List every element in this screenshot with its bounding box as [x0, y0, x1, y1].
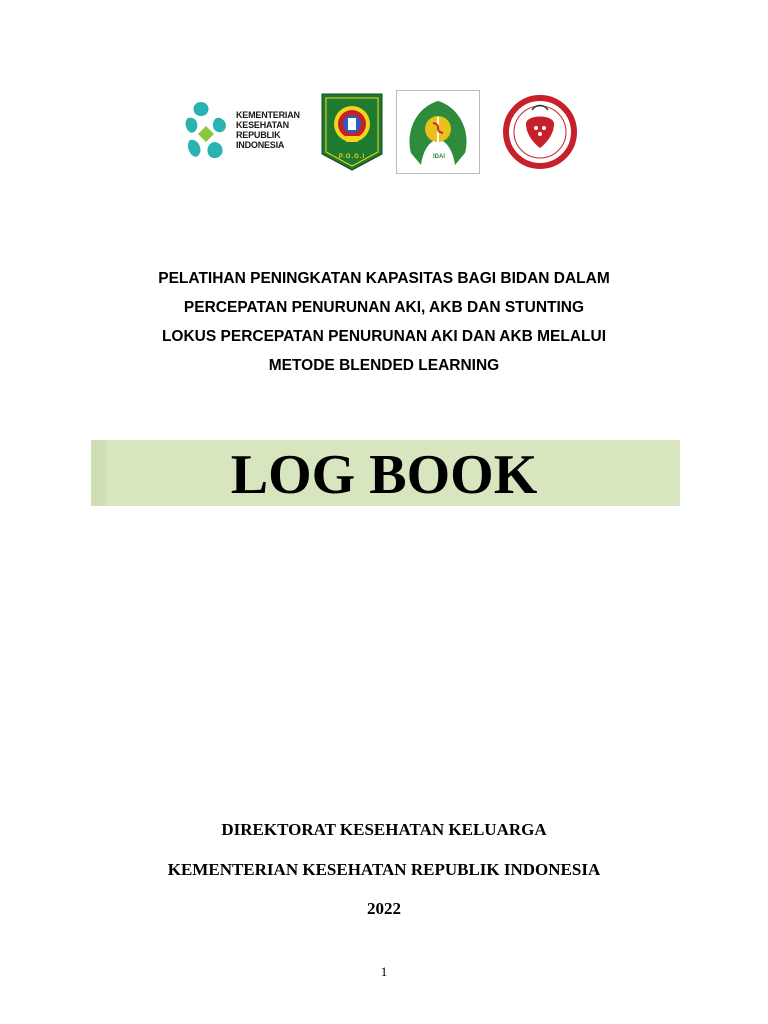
idai-logo	[396, 90, 480, 174]
title-line-2: PERCEPATAN PENURUNAN AKI, AKB DAN STUNTING	[183, 299, 585, 316]
kemenkes-wordmark	[236, 110, 300, 150]
kemenkes-line-2: KESEHATAN	[236, 120, 289, 130]
pogi-label: P.O.G.I	[338, 154, 366, 160]
kemenkes-logo	[184, 98, 300, 164]
pogi-logo	[320, 92, 384, 172]
ibi-emblem-icon	[502, 94, 578, 170]
directorate-name: DIREKTORAT KESEHATAN KELUARGA	[221, 820, 547, 839]
title-line-4: METODE BLENDED LEARNING	[268, 357, 500, 374]
kemenkes-line-4: INDONESIA	[236, 140, 285, 150]
log-book-title: LOG BOOK	[230, 444, 538, 506]
idai-label: IDAI	[433, 154, 445, 160]
kemenkes-line-3: REPUBLIK	[236, 130, 281, 140]
kemenkes-line-1: KEMENTERIAN	[236, 110, 300, 120]
idai-emblem-icon	[397, 91, 479, 173]
logo-row	[0, 88, 768, 178]
ministry-name: KEMENTERIAN KESEHATAN REPUBLIK INDONESIA	[167, 860, 601, 879]
pogi-shield-icon	[320, 92, 384, 172]
title-line-1: PELATIHAN PENINGKATAN KAPASITAS BAGI BIDAN DALAM	[158, 270, 610, 287]
ibi-logo	[502, 94, 578, 170]
title-line-3: LOKUS PERCEPATAN PENURUNAN AKI DAN AKB MELALUI	[161, 328, 607, 345]
training-title	[0, 264, 768, 380]
kemenkes-emblem-icon	[184, 98, 236, 164]
year: 2022	[367, 899, 401, 918]
page-number: 1	[380, 964, 388, 979]
